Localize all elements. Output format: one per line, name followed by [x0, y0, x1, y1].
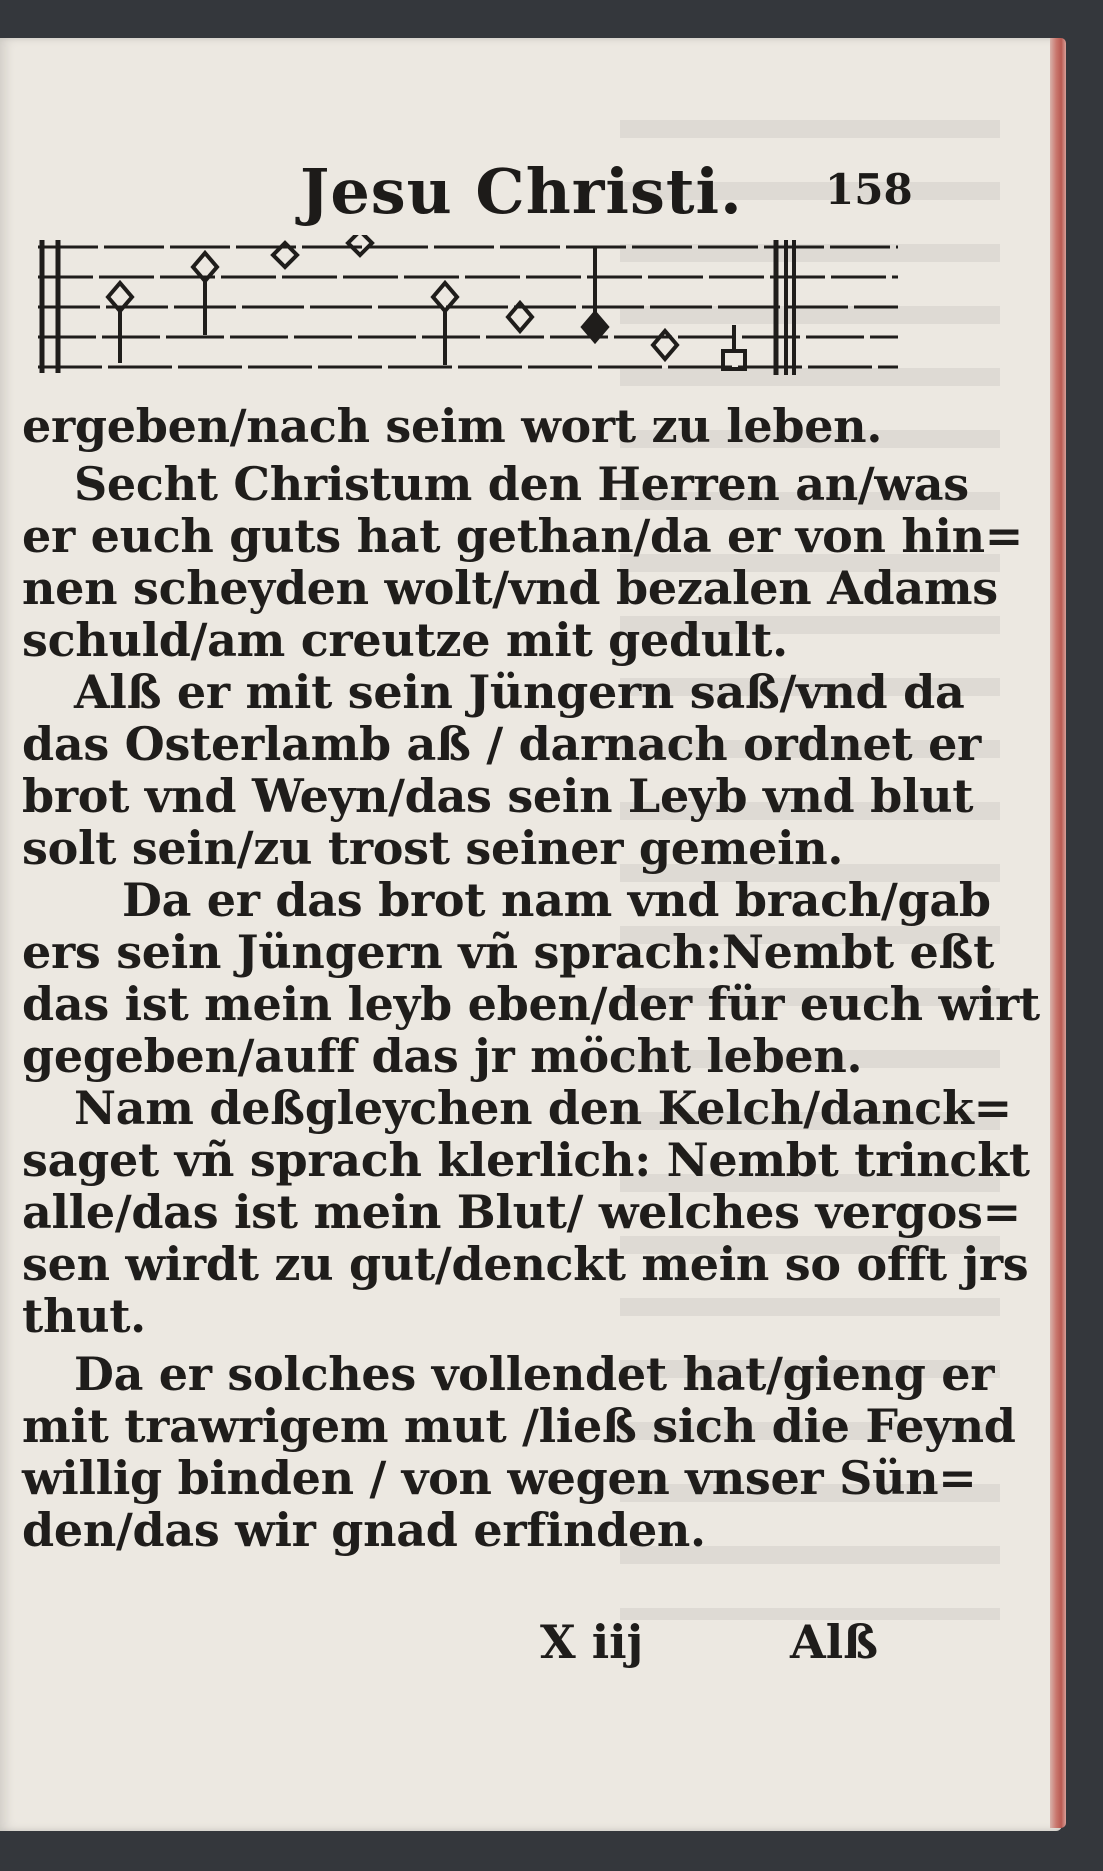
text-line: solt sein/zu trost seiner gemein.	[22, 821, 844, 875]
text-line: Nam deßgleychen den Kelch/danck=	[74, 1081, 1012, 1135]
text-line: brot vnd Weyn/das sein Leyb vnd blut	[22, 769, 974, 823]
text-line: sen wirdt zu gut/denckt mein so offt jrs	[22, 1237, 1029, 1291]
text-line: Secht Christum den Herren an/was	[74, 457, 969, 511]
text-line: alle/das ist mein Blut/ welches vergos=	[22, 1185, 1021, 1239]
text-line: Alß er mit sein Jüngern saß/vnd da	[74, 665, 965, 719]
text-line: er euch guts hat gethan/da er von hin=	[22, 509, 1024, 563]
text-line: thut.	[22, 1289, 146, 1343]
music-staff-notation	[38, 235, 898, 380]
text-line: ers sein Jüngern vñ sprach:Nembt eßt	[22, 925, 995, 979]
text-line: den/das wir gnad erfinden.	[22, 1503, 706, 1557]
page-header	[0, 155, 1062, 235]
hymn-text	[22, 399, 1040, 1557]
text-line: ergeben/nach seim wort zu leben.	[22, 399, 883, 453]
page-number: 158	[825, 165, 913, 214]
text-line: gegeben/auff das jr möcht leben.	[22, 1029, 863, 1083]
text-line: das ist mein leyb eben/der für euch wirt	[22, 977, 1040, 1031]
music-note	[348, 235, 372, 255]
text-line: Da er solches vollendet hat/gieng er	[74, 1347, 995, 1401]
text-line: saget vñ sprach klerlich: Nembt trinckt	[22, 1133, 1030, 1187]
text-line: das Osterlamb aß / darnach ordnet er	[22, 717, 981, 771]
red-page-edge	[1050, 38, 1066, 1828]
text-line: mit trawrigem mut /ließ sich die Feynd	[22, 1399, 1016, 1453]
music-note	[653, 331, 677, 359]
catchword: Alß	[790, 1615, 879, 1669]
running-title: Jesu Christi.	[300, 155, 743, 228]
text-line: schuld/am creutze mit gedult.	[22, 613, 788, 667]
text-line: nen scheyden wolt/vnd bezalen Adams	[22, 561, 998, 615]
text-line: willig binden / von wegen vnser Sün=	[22, 1451, 977, 1505]
text-line: Da er das brot nam vnd brach/gab	[122, 873, 991, 927]
signature-mark: X iij	[540, 1615, 644, 1669]
